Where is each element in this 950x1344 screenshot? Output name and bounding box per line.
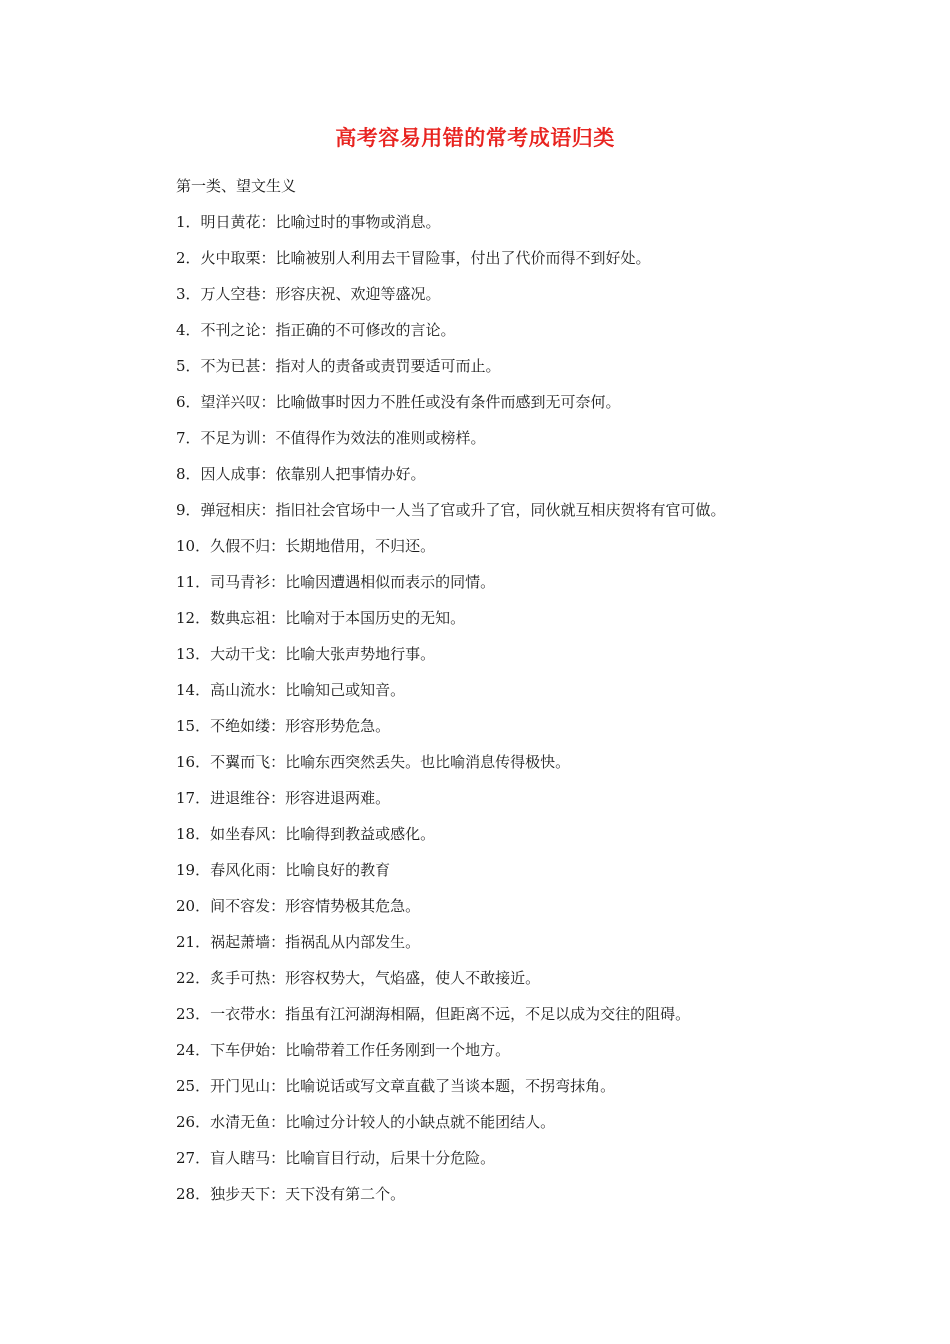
idiom-entry: 3．万人空巷：形容庆祝、欢迎等盛况。 [176, 285, 441, 303]
idiom-entry: 9．弹冠相庆：指旧社会官场中一人当了官或升了官，同伙就互相庆贺将有官可做。 [176, 501, 726, 519]
idiom-entry: 1．明日黄花：比喻过时的事物或消息。 [176, 213, 441, 231]
idiom-entry: 8．因人成事：依靠别人把事情办好。 [176, 465, 426, 483]
idiom-entry: 22．炙手可热：形容权势大，气焰盛，使人不敢接近。 [176, 969, 541, 987]
idiom-entry: 18．如坐春风：比喻得到教益或感化。 [176, 825, 436, 843]
idiom-entry: 6．望洋兴叹：比喻做事时因力不胜任或没有条件而感到无可奈何。 [176, 393, 621, 411]
idiom-entry: 16．不翼而飞：比喻东西突然丢失。也比喻消息传得极快。 [176, 753, 571, 771]
idiom-entry: 12．数典忘祖：比喻对于本国历史的无知。 [176, 609, 466, 627]
idiom-entry: 13．大动干戈：比喻大张声势地行事。 [176, 645, 436, 663]
idiom-entry: 14．高山流水：比喻知己或知音。 [176, 681, 406, 699]
idiom-entry: 20．间不容发：形容情势极其危急。 [176, 897, 421, 915]
idiom-entry: 28．独步天下：天下没有第二个。 [176, 1185, 406, 1203]
idiom-entry: 2．火中取栗：比喻被别人利用去干冒险事，付出了代价而得不到好处。 [176, 249, 651, 267]
idiom-entry: 26．水清无鱼：比喻过分计较人的小缺点就不能团结人。 [176, 1113, 556, 1131]
idiom-entry: 21．祸起萧墙：指祸乱从内部发生。 [176, 933, 421, 951]
idiom-entry: 27．盲人瞎马：比喻盲目行动，后果十分危险。 [176, 1149, 496, 1167]
document-body [176, 175, 876, 1219]
idiom-entry: 15．不绝如缕：形容形势危急。 [176, 717, 391, 735]
idiom-entry: 19．春风化雨：比喻良好的教育 [176, 861, 391, 879]
idiom-entry: 25．开门见山：比喻说话或写文章直截了当谈本题，不拐弯抹角。 [176, 1077, 616, 1095]
idiom-entry: 7．不足为训：不值得作为效法的准则或榜样。 [176, 429, 486, 447]
section-heading: 第一类、望文生义 [176, 177, 297, 195]
idiom-entry: 17．进退维谷：形容进退两难。 [176, 789, 391, 807]
document-title: 高考容易用错的常考成语归类 [335, 125, 615, 150]
idiom-list [176, 211, 876, 1219]
idiom-entry: 4．不刊之论：指正确的不可修改的言论。 [176, 321, 456, 339]
idiom-entry: 11．司马青衫：比喻因遭遇相似而表示的同情。 [176, 573, 496, 591]
idiom-entry: 24．下车伊始：比喻带着工作任务刚到一个地方。 [176, 1041, 511, 1059]
idiom-entry: 10．久假不归：长期地借用，不归还。 [176, 537, 436, 555]
idiom-entry: 23．一衣带水：指虽有江河湖海相隔，但距离不远，不足以成为交往的阻碍。 [176, 1005, 691, 1023]
idiom-entry: 5．不为已甚：指对人的责备或责罚要适可而止。 [176, 357, 501, 375]
